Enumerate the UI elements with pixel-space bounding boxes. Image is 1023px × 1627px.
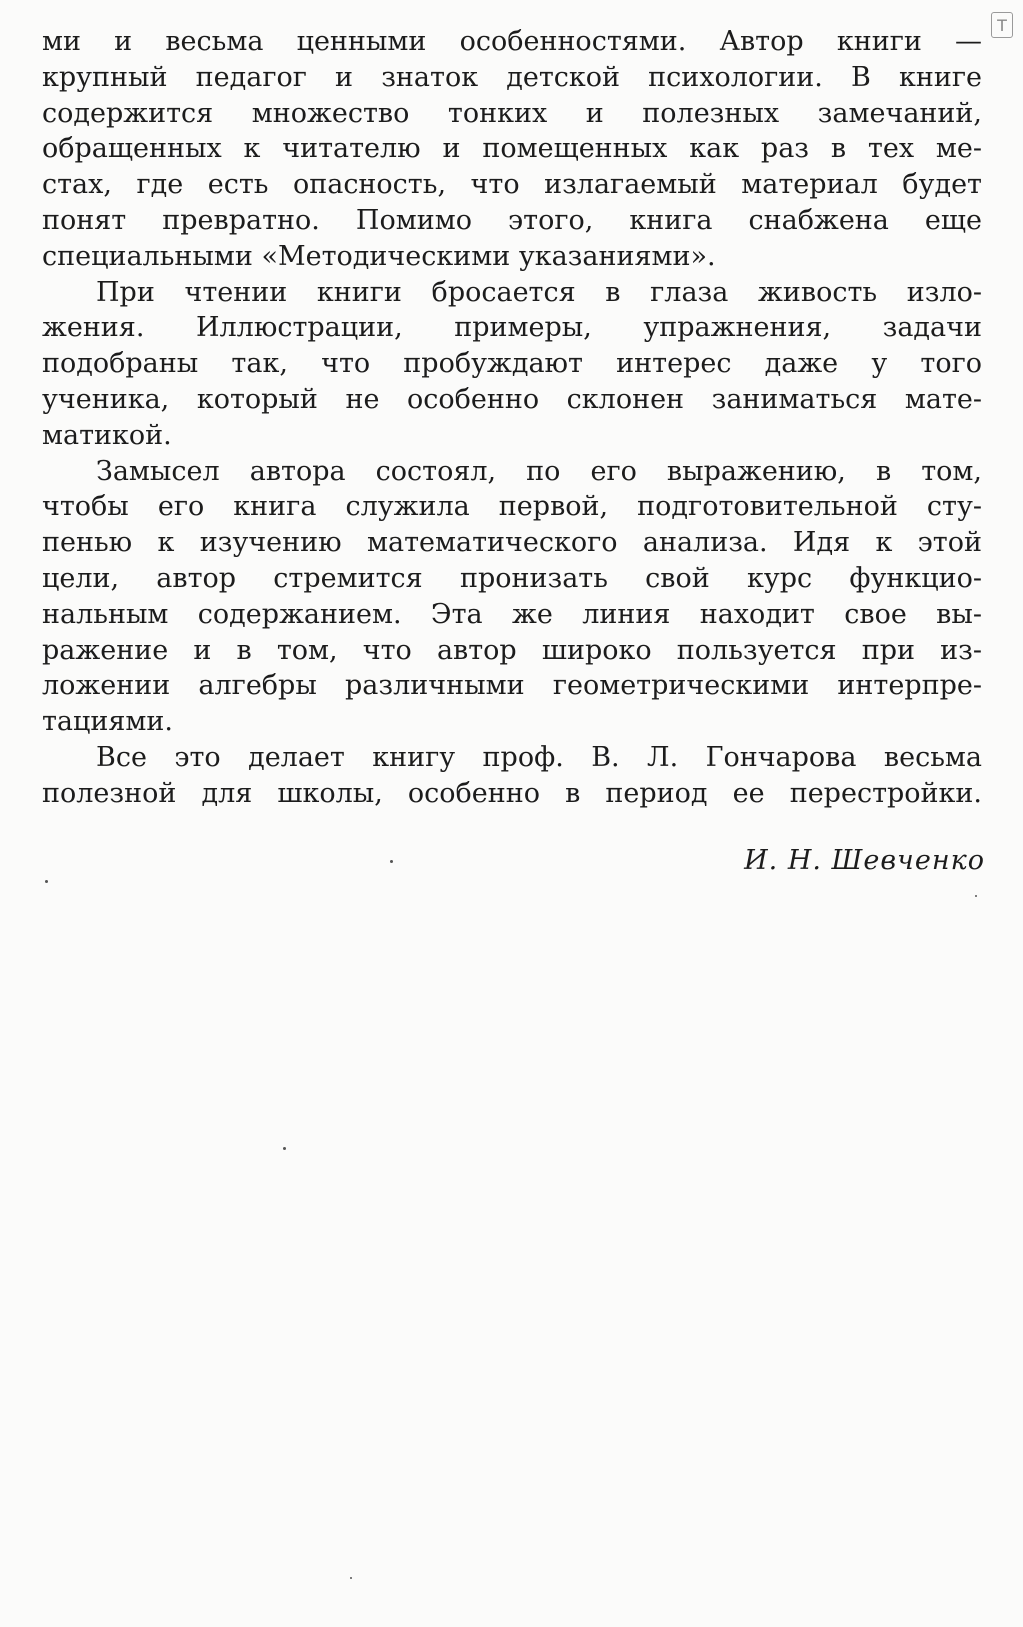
text-line: крупный педагог и знаток детской психологии. В книге [42, 61, 982, 93]
body-text [42, 24, 982, 812]
paragraph [42, 275, 982, 454]
text-line: обращенных к читателю и помещенных как раз в тех ме- [42, 133, 982, 165]
text-line: понят превратно. Помимо этого, книга снабжена еще [42, 204, 982, 236]
text-line: ложении алгебры различными геометрическими интерпре- [42, 670, 982, 702]
text-line: пенью к изучению математического анализа. Идя к этой [42, 527, 982, 559]
scan-speck [975, 895, 977, 897]
scan-speck [283, 1147, 286, 1150]
text-line: специальными «Методическими указаниями». [42, 240, 716, 272]
text-line: Замысел автора состоял, по его выражению, в том, [96, 455, 982, 487]
text-line: ражение и в том, что автор широко пользуется при из- [42, 634, 982, 666]
text-line: ми и весьма ценными особенностями. Автор книги — [42, 26, 982, 57]
text-line: чтобы его книга служила первой, подготовительной сту- [42, 491, 982, 523]
text-line: полезной для школы, особенно в период ее перестройки. [42, 777, 982, 809]
page-marker-label: T [997, 16, 1007, 35]
scan-speck [390, 860, 393, 863]
text-line: подобраны так, что пробуждают интерес даже у того [42, 348, 982, 380]
scan-speck [350, 1577, 352, 1579]
text-line: Все это делает книгу проф. В. Л. Гончарова весьма [96, 741, 982, 773]
paragraph [42, 740, 982, 812]
author-signature: И. Н. Шевченко [744, 845, 985, 876]
text-line: стах, где есть опасность, что излагаемый материал будет [42, 169, 982, 201]
text-line: тациями. [42, 706, 174, 738]
text-line: ученика, который не особенно склонен заниматься мате- [42, 383, 982, 415]
scan-speck [45, 880, 48, 883]
text-marker-icon [991, 12, 1013, 38]
text-line: нальным содержанием. Эта же линия находит свое вы- [42, 598, 982, 630]
paragraph [42, 24, 982, 275]
text-line: При чтении книги бросается в глаза живость изло- [96, 276, 982, 308]
text-line: цели, автор стремится пронизать свой курс функцио- [42, 562, 982, 594]
paragraph [42, 454, 982, 740]
text-line: содержится множество тонких и полезных замечаний, [42, 97, 982, 129]
text-line: жения. Иллюстрации, примеры, упражнения, задачи [42, 312, 982, 344]
text-line: матикой. [42, 419, 172, 451]
